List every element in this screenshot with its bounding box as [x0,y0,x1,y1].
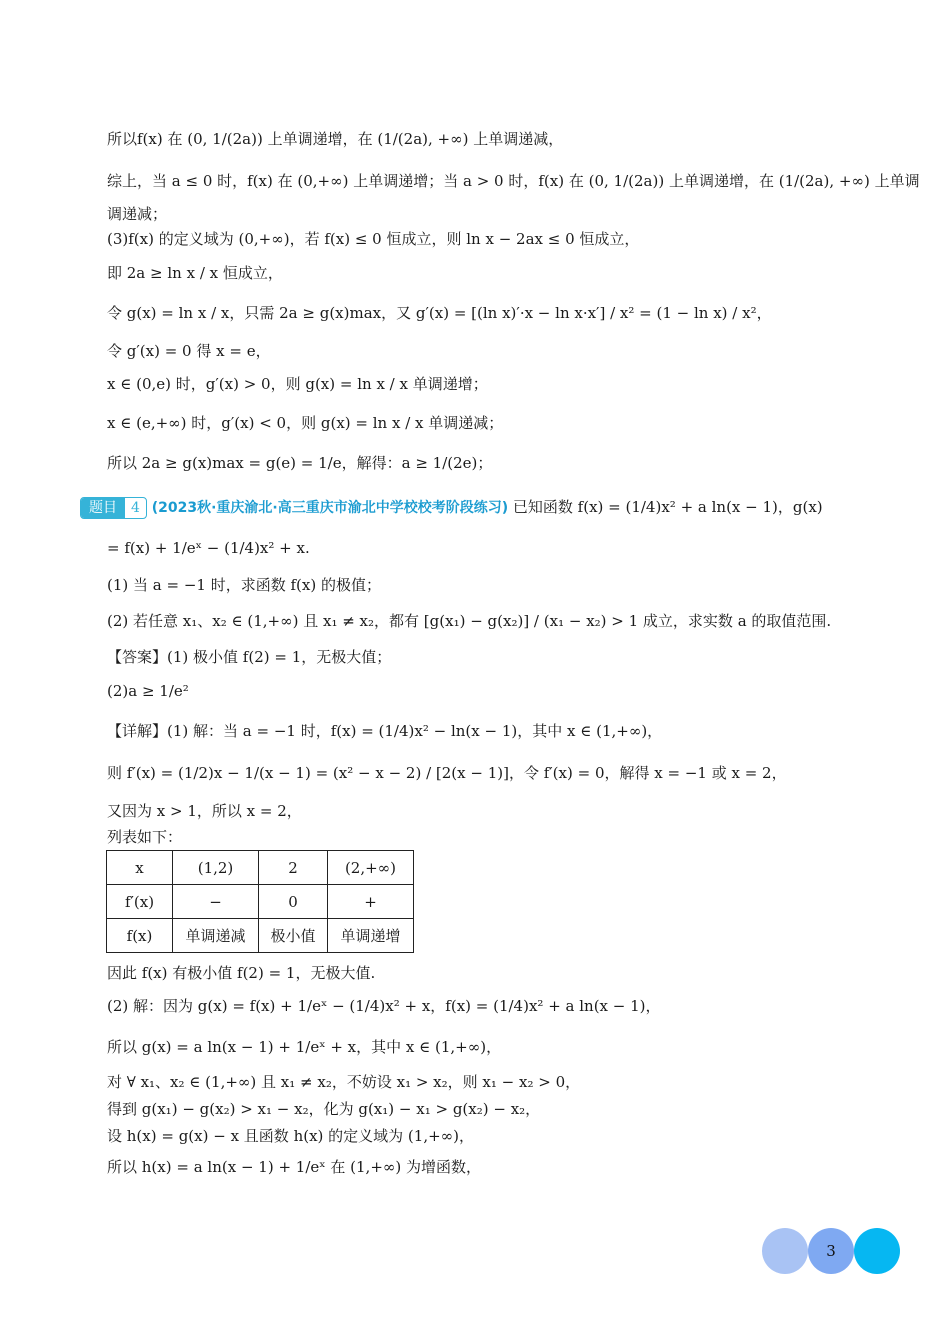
page-number: 3 [826,1242,836,1260]
text-line: = f(x) + 1/eˣ − (1/4)x² + x. [107,539,310,557]
table-cell: f(x) [107,919,173,953]
problem-label: 题目 [81,498,125,518]
table-cell: 单调递减 [173,919,259,953]
text-line: 综上，当 a ≤ 0 时，f(x) 在 (0,+∞) 上单调递增；当 a > 0 时，f(x) 在 (0, 1/(2a)) 上单调递增，在 (1/(2a), +∞) 上单调 [107,172,920,190]
problem-source: (2023秋·重庆渝北·高三重庆市渝北中学校校考阶段练习) [151,500,509,516]
table-cell: (2,+∞) [328,851,414,885]
text-line: 【答案】(1) 极小值 f(2) = 1，无极大值； [107,648,392,666]
table-row [107,851,414,885]
text-line: 【详解】(1) 解：当 a = −1 时，f(x) = (1/4)x² − ln(x − 1)，其中 x ∈ (1,+∞)， [107,722,663,740]
table-cell: f′(x) [107,885,173,919]
table-cell: 极小值 [259,919,328,953]
table-cell: 2 [259,851,328,885]
text-line: (3)f(x) 的定义域为 (0,+∞)，若 f(x) ≤ 0 恒成立，则 ln x − 2ax ≤ 0 恒成立， [107,230,640,248]
table-cell: − [173,885,259,919]
table-cell: 0 [259,885,328,919]
sign-table [106,850,414,953]
text-line: 设 h(x) = g(x) − x 且函数 h(x) 的定义域为 (1,+∞)， [107,1127,475,1145]
text-line: 列表如下： [107,828,183,846]
text-line: 所以 h(x) = a ln(x − 1) + 1/eˣ 在 (1,+∞) 为增函数， [107,1158,481,1176]
table-row [107,885,414,919]
text-line: 对 ∀ x₁、x₂ ∈ (1,+∞) 且 x₁ ≠ x₂，不妨设 x₁ > x₂，则 x₁ − x₂ > 0， [107,1073,581,1091]
text-line: 又因为 x > 1，所以 x = 2， [107,802,302,820]
text-line: 所以f(x) 在 (0, 1/(2a)) 上单调递增，在 (1/(2a), +∞) 上单调递减， [107,130,564,148]
table-cell: (1,2) [173,851,259,885]
text-line: 令 g′(x) = 0 得 x = e， [107,342,271,360]
text-line: 即 2a ≥ ln x / x 恒成立， [107,264,283,282]
text-line: 令 g(x) = ln x / x，只需 2a ≥ g(x)max，又 g′(x) = [(ln x)′·x − ln x·x′] / x² = (1 − ln x) / x²， [107,304,772,322]
text-line: x ∈ (0,e) 时，g′(x) > 0，则 g(x) = ln x / x 单调递增； [107,375,488,393]
text-line: 所以 2a ≥ g(x)max = g(e) = 1/e，解得：a ≥ 1/(2e)； [107,454,493,472]
problem-header [80,496,823,519]
text-line: 调递减； [107,205,168,223]
page-number-badge [762,1228,902,1278]
problem-tag [80,497,147,519]
text-line: 因此 f(x) 有极小值 f(2) = 1，无极大值. [107,964,376,982]
text-line: (2)a ≥ 1/e² [107,682,189,700]
text-line: (2) 解：因为 g(x) = f(x) + 1/eˣ − (1/4)x² + x，f(x) = (1/4)x² + a ln(x − 1)， [107,997,661,1015]
table-cell: + [328,885,414,919]
text-line: x ∈ (e,+∞) 时，g′(x) < 0，则 g(x) = ln x / x 单调递减； [107,414,504,432]
table-cell: x [107,851,173,885]
text-line: 得到 g(x₁) − g(x₂) > x₁ − x₂，化为 g(x₁) − x₁ > g(x₂) − x₂， [107,1100,541,1118]
table-row [107,919,414,953]
table-cell: 单调递增 [328,919,414,953]
problem-number: 4 [131,500,140,516]
decor-circle [854,1228,900,1274]
text-line: 则 f′(x) = (1/2)x − 1/(x − 1) = (x² − x − 2) / [2(x − 1)]，令 f′(x) = 0，解得 x = −1 或 x = 2， [107,764,787,782]
text-line: (1) 当 a = −1 时，求函数 f(x) 的极值； [107,576,381,594]
text-line: (2) 若任意 x₁、x₂ ∈ (1,+∞) 且 x₁ ≠ x₂，都有 [g(x₁) − g(x₂)] / (x₁ − x₂) > 1 成立，求实数 a 的取值范围. [107,612,832,630]
text-line: 所以 g(x) = a ln(x − 1) + 1/eˣ + x，其中 x ∈ (1,+∞)， [107,1038,502,1056]
problem-statement: 已知函数 f(x) = (1/4)x² + a ln(x − 1)，g(x) [512,498,823,516]
decor-circle [762,1228,808,1274]
